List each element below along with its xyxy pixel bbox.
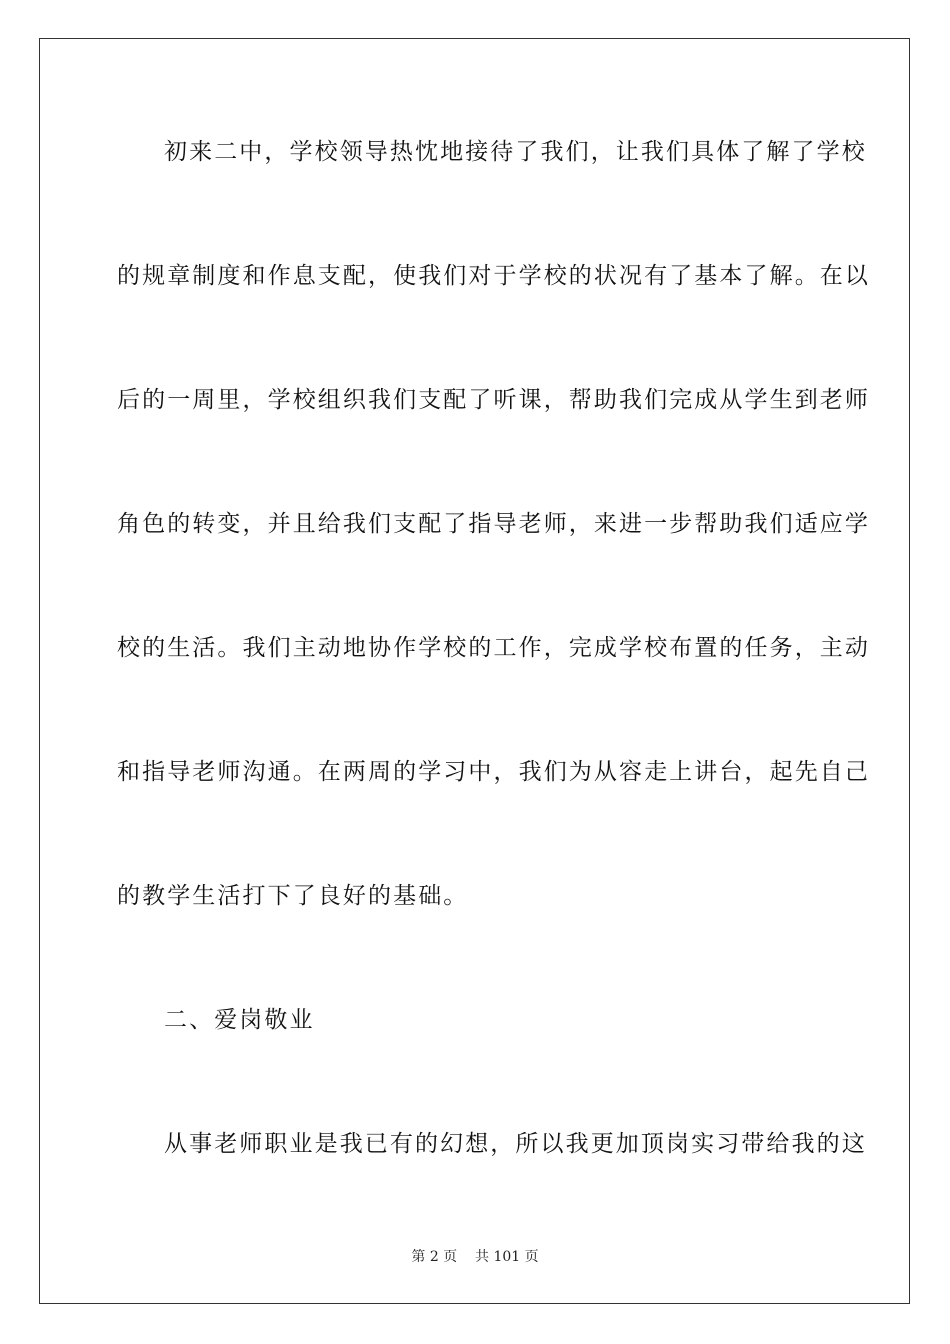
- paragraph-line-next: 从事老师职业是我已有的幻想，所以我更加顶岗实习带给我的这: [164, 1131, 867, 1157]
- section-heading: 二、爱岗敬业: [164, 1007, 315, 1033]
- paragraph-line-3: 后的一周里，学校组织我们支配了听课，帮助我们完成从学生到老师: [117, 387, 870, 413]
- paragraph-line-4: 角色的转变，并且给我们支配了指导老师，来进一步帮助我们适应学: [117, 511, 870, 537]
- paragraph-line-2: 的规章制度和作息支配，使我们对于学校的状况有了基本了解。在以: [117, 263, 870, 289]
- paragraph-line-1: 初来二中，学校领导热忱地接待了我们，让我们具体了解了学校: [164, 139, 867, 165]
- page-total: 共 101 页: [475, 1249, 539, 1265]
- paragraph-line-6: 和指导老师沟通。在两周的学习中，我们为从容走上讲台，起先自己: [117, 759, 870, 785]
- paragraph-line-7: 的教学生活打下了良好的基础。: [117, 883, 469, 909]
- page-footer: [0, 1248, 950, 1266]
- paragraph-line-5: 校的生活。我们主动地协作学校的工作，完成学校布置的任务，主动: [117, 635, 870, 661]
- page-border: [39, 38, 910, 1304]
- page-number: 第 2 页: [411, 1249, 458, 1265]
